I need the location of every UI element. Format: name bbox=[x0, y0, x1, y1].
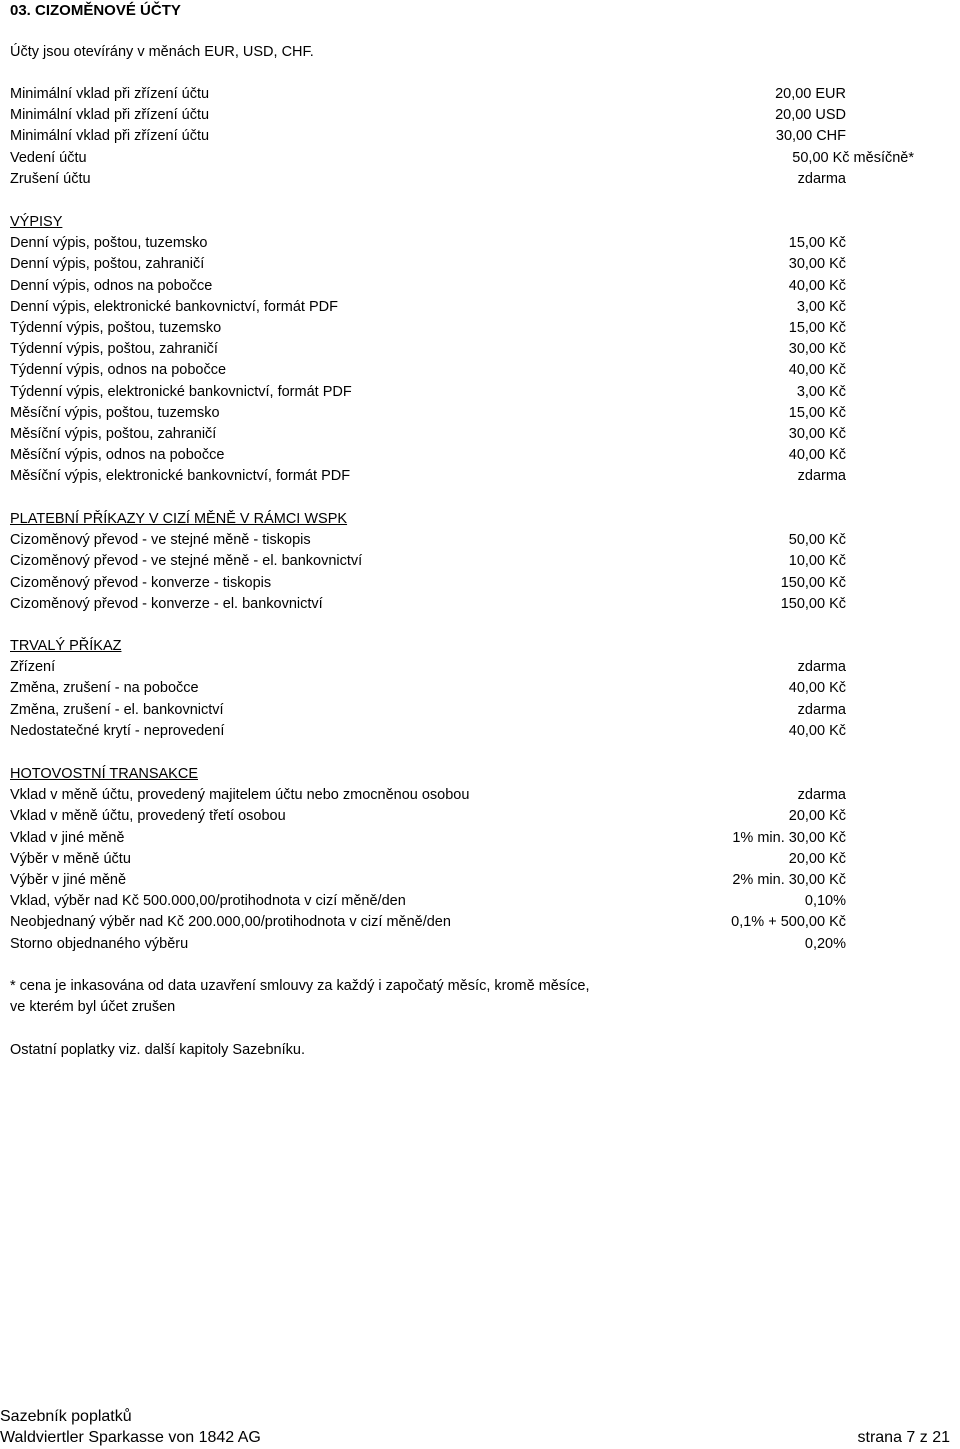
fee-row bbox=[10, 126, 914, 147]
fee-row bbox=[10, 551, 846, 572]
fee-label: Zřízení bbox=[10, 659, 56, 676]
fee-row bbox=[10, 657, 846, 678]
fee-row bbox=[10, 870, 846, 891]
basic-fees bbox=[10, 84, 914, 190]
fee-label: Cizoměnový převod - konverze - tiskopis bbox=[10, 574, 272, 591]
fee-value: 15,00 Kč bbox=[788, 404, 846, 421]
fee-label: Vklad v jiné měně bbox=[10, 829, 125, 846]
fee-value: 20,00 Kč bbox=[788, 850, 846, 867]
fee-label: Výběr v měně účtu bbox=[10, 850, 131, 867]
fee-row bbox=[10, 721, 846, 742]
fee-label: Nedostatečné krytí - neprovedení bbox=[10, 722, 225, 739]
page-title: 03. CIZOMĚNOVÉ ÚČTY bbox=[10, 2, 181, 19]
fee-value: 20,00 USD bbox=[775, 107, 846, 124]
fee-row bbox=[10, 424, 846, 445]
fee-value: 30,00 Kč bbox=[788, 256, 846, 273]
fee-label: Denní výpis, odnos na pobočce bbox=[10, 277, 213, 294]
fee-row bbox=[10, 148, 914, 169]
fee-row bbox=[10, 806, 846, 827]
fee-value: 0,10% bbox=[804, 893, 846, 910]
fee-value: 15,00 Kč bbox=[788, 319, 846, 336]
fee-value: 20,00 EUR bbox=[775, 86, 846, 102]
fee-value: 40,00 Kč bbox=[788, 722, 846, 739]
fee-label: Minimální vklad při zřízení účtu bbox=[10, 107, 210, 124]
fee-value: 50,00 Kč měsíčně* bbox=[792, 149, 914, 166]
fee-label: Cizoměnový převod - konverze - el. bankovnictví bbox=[10, 595, 323, 612]
fee-label: Změna, zrušení - na pobočce bbox=[10, 680, 199, 697]
fee-row bbox=[10, 445, 846, 466]
fee-value: 30,00 Kč bbox=[788, 341, 846, 358]
fee-label: Zrušení účtu bbox=[10, 170, 91, 187]
fee-value: 40,00 Kč bbox=[788, 447, 846, 464]
fee-label: Vklad, výběr nad Kč 500.000,00/protihodnota v cizí měně/den bbox=[10, 893, 406, 910]
fee-row bbox=[10, 912, 846, 933]
other-fees-note: Ostatní poplatky viz. další kapitoly Sazebníku. bbox=[10, 1042, 305, 1058]
fee-label: Cizoměnový převod - ve stejné měně - tiskopis bbox=[10, 532, 311, 549]
fee-row bbox=[10, 573, 846, 594]
fee-row bbox=[10, 169, 914, 190]
fee-row bbox=[10, 828, 846, 849]
fee-label: Denní výpis, elektronické bankovnictví, formát PDF bbox=[10, 298, 338, 315]
vypisy-section bbox=[10, 212, 846, 487]
fee-row bbox=[10, 403, 846, 424]
fee-row bbox=[10, 678, 846, 699]
fee-row bbox=[10, 276, 846, 297]
fee-label: Cizoměnový převod - ve stejné měně - el. bankovnictví bbox=[10, 553, 363, 570]
fee-value: 15,00 Kč bbox=[788, 235, 846, 252]
fee-label: Změna, zrušení - el. bankovnictví bbox=[10, 701, 224, 718]
fee-value: 3,00 Kč bbox=[796, 383, 846, 400]
fee-label: Denní výpis, poštou, tuzemsko bbox=[10, 235, 208, 252]
fee-value: 40,00 Kč bbox=[788, 277, 846, 294]
fee-label: Vklad v měně účtu, provedený třetí osobou bbox=[10, 808, 286, 825]
fee-value: zdarma bbox=[797, 468, 846, 485]
footer-bank-name: Waldviertler Sparkasse von 1842 AG bbox=[0, 1429, 261, 1446]
footnote bbox=[10, 976, 589, 1018]
fee-row bbox=[10, 891, 846, 912]
fee-value: 150,00 Kč bbox=[780, 574, 846, 591]
fee-label: Týdenní výpis, elektronické bankovnictví, formát PDF bbox=[10, 383, 352, 400]
footnote-line: ve kterém byl účet zrušen bbox=[10, 999, 176, 1016]
fee-label: Denní výpis, poštou, zahraničí bbox=[10, 256, 205, 273]
footer-document-name: Sazebník poplatků bbox=[0, 1408, 132, 1425]
fee-label: Vklad v měně účtu, provedený majitelem účtu nebo zmocněnou osobou bbox=[10, 787, 470, 804]
section-heading: VÝPISY bbox=[10, 214, 63, 230]
fee-value: zdarma bbox=[797, 659, 846, 676]
fee-row bbox=[10, 84, 914, 105]
fee-value: 40,00 Kč bbox=[788, 680, 846, 697]
fee-row bbox=[10, 785, 846, 806]
fee-value: zdarma bbox=[797, 701, 846, 718]
fee-row bbox=[10, 700, 846, 721]
footer-page-number: strana 7 z 21 bbox=[857, 1429, 950, 1446]
fee-value: 3,00 Kč bbox=[796, 298, 846, 315]
fee-value: 30,00 Kč bbox=[788, 425, 846, 442]
fee-row bbox=[10, 466, 846, 487]
fee-row bbox=[10, 594, 846, 615]
fee-label: Měsíční výpis, poštou, tuzemsko bbox=[10, 404, 220, 421]
fee-row bbox=[10, 318, 846, 339]
fee-value: 1% min. 30,00 Kč bbox=[732, 829, 846, 846]
fee-row bbox=[10, 105, 914, 126]
platebni-section bbox=[10, 509, 846, 615]
fee-row bbox=[10, 934, 846, 955]
section-heading: PLATEBNÍ PŘÍKAZY V CIZÍ MĚNĚ V RÁMCI WSPK bbox=[10, 511, 348, 527]
fee-value: 30,00 CHF bbox=[775, 128, 846, 145]
hotovost-section bbox=[10, 764, 846, 955]
fee-row bbox=[10, 849, 846, 870]
trvaly-section bbox=[10, 636, 846, 742]
fee-row bbox=[10, 360, 846, 381]
fee-row bbox=[10, 530, 846, 551]
section-heading: TRVALÝ PŘÍKAZ bbox=[10, 638, 122, 654]
fee-label: Měsíční výpis, odnos na pobočce bbox=[10, 447, 225, 464]
fee-label: Vedení účtu bbox=[10, 149, 87, 166]
fee-label: Minimální vklad při zřízení účtu bbox=[10, 86, 210, 102]
fee-label: Týdenní výpis, poštou, zahraničí bbox=[10, 341, 218, 358]
fee-value: 0,1% + 500,00 Kč bbox=[731, 914, 846, 931]
fee-value: zdarma bbox=[797, 170, 846, 187]
fee-row bbox=[10, 339, 846, 360]
fee-value: 40,00 Kč bbox=[788, 362, 846, 379]
fee-label: Storno objednaného výběru bbox=[10, 935, 189, 952]
fee-value: 50,00 Kč bbox=[788, 532, 846, 549]
fee-row bbox=[10, 254, 846, 275]
section-heading: HOTOVOSTNÍ TRANSAKCE bbox=[10, 766, 198, 782]
fee-label: Týdenní výpis, odnos na pobočce bbox=[10, 362, 227, 379]
fee-value: 10,00 Kč bbox=[788, 553, 846, 570]
fee-label: Minimální vklad při zřízení účtu bbox=[10, 128, 210, 145]
fee-label: Měsíční výpis, elektronické bankovnictví, formát PDF bbox=[10, 468, 351, 485]
fee-value: 20,00 Kč bbox=[788, 808, 846, 825]
fee-value: 0,20% bbox=[804, 935, 846, 952]
fee-row bbox=[10, 233, 846, 254]
footnote-line: * cena je inkasována od data uzavření smlouvy za každý i započatý měsíc, kromě měsíce, bbox=[10, 978, 590, 994]
fee-row bbox=[10, 297, 846, 318]
fee-label: Neobjednaný výběr nad Kč 200.000,00/protihodnota v cizí měně/den bbox=[10, 914, 451, 931]
fee-row bbox=[10, 382, 846, 403]
fee-label: Výběr v jiné měně bbox=[10, 871, 127, 888]
fee-value: 2% min. 30,00 Kč bbox=[732, 871, 846, 888]
fee-value: 150,00 Kč bbox=[780, 595, 846, 612]
fee-label: Týdenní výpis, poštou, tuzemsko bbox=[10, 319, 222, 336]
fee-label: Měsíční výpis, poštou, zahraničí bbox=[10, 425, 217, 442]
intro-text: Účty jsou otevírány v měnách EUR, USD, CHF. bbox=[10, 44, 314, 60]
fee-value: zdarma bbox=[797, 787, 846, 804]
